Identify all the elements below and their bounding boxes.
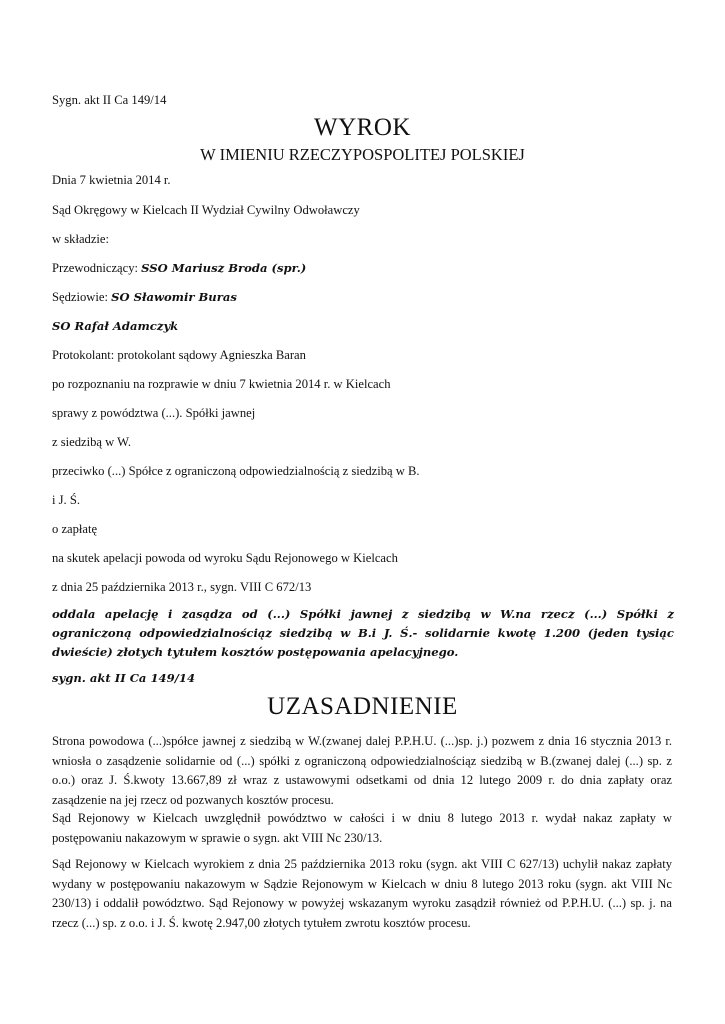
verdict-title: WYROK xyxy=(314,114,411,141)
composition-intro: w składzie: xyxy=(52,232,110,246)
case-reference-2: sygn. akt II Ca 149/14 xyxy=(52,671,196,685)
plaintiff-seat-line: z siedzibą w W. xyxy=(52,435,132,449)
judge-2-name: SO Rafał Adamczyk xyxy=(52,319,179,333)
plaintiff-line: sprawy z powództwa (...). Spółki jawnej xyxy=(52,406,256,420)
hearing-line: po rozpoznaniu na rozprawie w dniu 7 kwietnia 2014 r. w Kielcach xyxy=(52,377,391,391)
chair-name: SSO Mariusz Broda (spr.) xyxy=(141,261,307,275)
justification-paragraph-1: Strona powodowa (...)spółce jawnej z siedzibą w W.(zwanej dalej P.P.H.U. (...)sp. j.) pozwem z dnia 16 stycznia 2013 r. wniosła o zasądzenie solidarnie od (...) spółki z ograniczoną odpowiedzialnościąz siedzibą w B.(zwanej dalej (...) sp. z o.o.) oraz J. Ś.kwoty 13.667,89 zł wraz z ustawowymi odsetkami od dnia 12 lutego 2009 r. do dnia zapłaty oraz zasądzenie na jej rzecz od pozwanych kosztów procesu. xyxy=(52,734,672,807)
lower-judgment-line: z dnia 25 października 2013 r., sygn. VIII C 672/13 xyxy=(52,580,312,594)
subject-line: o zapłatę xyxy=(52,522,98,536)
holding-paragraph: oddala apelację i zasądza od (...) Spółki jawnej z siedzibą w W.na rzecz (...) Spółki z ograniczoną odpowiedzialnościąz siedzibą w B.i J. Ś.- solidarnie kwotę 1.200 (jeden tysiąc dwieście) złotych tytułem kosztów postępowania apelacyjnego. xyxy=(52,607,674,659)
judge-1-name: SO Sławomir Buras xyxy=(111,290,237,304)
verdict-subtitle: W IMIENIU RZECZYPOSPOLITEJ POLSKIEJ xyxy=(200,145,525,164)
judges-line xyxy=(52,289,237,305)
second-defendant-line: i J. Ś. xyxy=(52,493,80,507)
case-reference: Sygn. akt II Ca 149/14 xyxy=(52,93,167,107)
defendant-line: przeciwko (...) Spółce z ograniczoną odpowiedzialnością z siedzibą w B. xyxy=(52,464,420,478)
judge-2-line xyxy=(52,318,178,334)
judges-label: Sędziowie: xyxy=(52,290,112,304)
verdict-date: Dnia 7 kwietnia 2014 r. xyxy=(52,173,171,187)
chair-label: Przewodniczący: xyxy=(52,261,142,275)
justification-paragraph-3: Sąd Rejonowy w Kielcach wyrokiem z dnia 25 października 2013 roku (sygn. akt VIII C 627/13) uchylił nakaz zapłaty wydany w postępowaniu nakazowym w Sądzie Rejonowym w Kielcach w dniu 8 lutego 2013 roku (sygn. akt VIII Nc 230/13) i oddalił powództwo. Sąd Rejonowy w powyżej wskazanym wyroku zasądził również od P.P.H.U. (...) sp. j. na rzecz (...) sp. z o.o. i J. Ś. kwotę 2.947,00 złotych tytułem zwrotu kosztów procesu. xyxy=(52,857,672,930)
court-name: Sąd Okręgowy w Kielcach II Wydział Cywilny Odwoławczy xyxy=(52,203,360,217)
clerk-line: Protokolant: protokolant sądowy Agnieszka Baran xyxy=(52,348,306,362)
appeal-line: na skutek apelacji powoda od wyroku Sądu Rejonowego w Kielcach xyxy=(52,551,398,565)
chair-line xyxy=(52,260,306,276)
justification-paragraph-2: Sąd Rejonowy w Kielcach uwzględnił powództwo w całości i w dniu 8 lutego 2013 r. wydał nakaz zapłaty w postępowaniu nakazowym w sprawie o sygn. akt VIII Nc 230/13. xyxy=(52,811,672,845)
justification-title: UZASADNIENIE xyxy=(267,693,458,720)
